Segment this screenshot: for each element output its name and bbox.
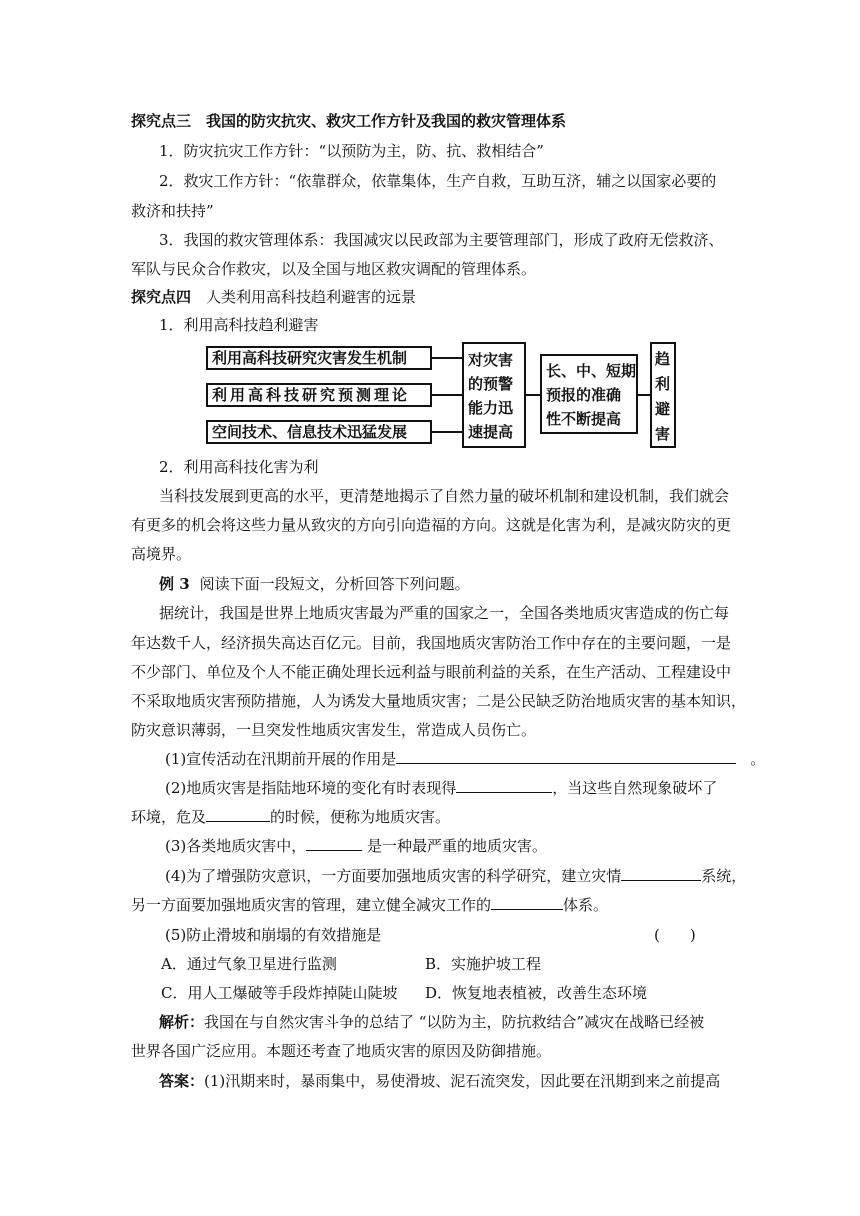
section4-item2: 2．利用高科技化害为利 [159,458,319,476]
example-text-line3: 不少部门、单位及个人不能正确处理长远利益与眼前利益的关系，在生产活动、工程建设中 [131,663,732,681]
q4-text-d: 体系。 [563,896,609,914]
diagram-final-char-2: 利 [655,375,671,393]
connector-line-1 [432,357,462,359]
q4-text-a: (4)为了增强防灾意识，一方面要加强地质灾害的科学研究，建立灾情 [165,867,622,885]
diagram-middle-line-3: 能力迅 [468,399,514,417]
section4-heading-text: 人类利用高科技趋利避害的远景 [206,288,417,306]
q2-text-c: 环境，危及 [131,808,207,826]
q2-text-a: (2)地质灾害是指陆地环境的变化有时表现得 [165,779,457,797]
section3-item2-line2: 救济和扶持” [131,202,214,220]
diagram-right-line-3: 性不断提高 [546,410,622,428]
section3-item2-line1: 2．救灾工作方针：“依靠群众，依靠集体，生产自救，互助互济，辅之以国家必要的 [159,172,717,190]
trend-diagram [206,342,676,448]
section3-item3-line2: 军队与民众合作救灾，以及全国与地区救灾调配的管理体系。 [131,260,537,278]
example-label: 例 3 [159,575,190,593]
q2-text-b: ，当这些自然现象破坏了 [552,779,718,797]
question-2-line2 [131,807,450,827]
diagram-left-box-1: 利用高科技研究灾害发生机制 [206,346,432,370]
q2-text-d: 的时候，便称为地质灾害。 [270,808,451,826]
analysis-text-1: 我国在与自然灾害斗争的总结了 “以防为主，防抗救结合”减灾在战略已经被 [204,1013,705,1031]
example-heading [159,574,470,594]
answer-text-1: (1)汛期来时，暴雨集中，易使滑坡、泥石流突发，因此要在汛期到来之前提高 [204,1072,721,1090]
diagram-middle-line-1: 对灾害 [468,351,514,369]
q4-text-c: 另一方面要加强地质灾害的管理，建立健全减灾工作的 [131,896,492,914]
section3-item3-line1: 3．我国的救灾管理体系：我国减灾以民政部为主要管理部门，形成了政府无偿救济、 [159,231,724,249]
question-2-line1 [165,778,717,798]
section4-para-line3: 高境界。 [131,545,192,563]
q3-text-a: (3)各类地质灾害中， [165,837,307,855]
diagram-final-box [650,342,676,448]
q3-text-b: 是一种最严重的地质灾害。 [362,837,548,855]
example-text-line4: 不采取地质灾害预防措施，人为诱发大量地质灾害；二是公民缺乏防治地质灾害的基本知识， [131,692,747,710]
diagram-final-char-3: 避 [655,400,671,418]
q4-answer-blank-2[interactable] [491,895,563,910]
example-text-line5: 防灾意识薄弱，一旦突发性地质灾害发生，常造成人员伤亡。 [131,721,537,739]
diagram-final-char-4: 害 [655,425,671,443]
q2-answer-blank-1[interactable] [456,778,552,793]
question-1 [165,749,765,769]
section4-para-line1: 当科技发展到更高的水平，更清楚地揭示了自然力量的破坏机制和建设机制，我们就会 [159,487,730,505]
q1-end: 。 [750,750,766,768]
analysis-line1 [159,1012,704,1032]
option-a: A．通过气象卫星进行监测 [161,955,337,973]
connector-line-4 [526,394,540,396]
question-4-line1 [165,866,746,886]
q3-answer-blank[interactable] [306,836,362,851]
section4-item1: 1．利用高科技趋利避害 [159,316,319,334]
diagram-right-line-2: 预报的准确 [546,386,622,404]
q1-answer-blank[interactable] [396,749,736,764]
diagram-middle-line-2: 的预警 [468,375,514,393]
question-5-answer-paren[interactable]: ( ) [654,926,696,944]
diagram-left-box-3: 空间技术、信息技术迅猛发展 [206,420,432,444]
answer-line1 [159,1071,720,1091]
section3-heading: 探究点三 我国的防灾抗灾、救灾工作方针及我国的救灾管理体系 [131,112,567,130]
section4-para-line2: 有更多的机会将这些力量从致灾的方向引向造福的方向。这就是化害为利，是减灾防灾的更 [131,516,732,534]
option-d: D．恢复地表植被，改善生态环境 [425,984,648,1002]
example-text-line1: 据统计，我国是世界上地质灾害最为严重的国家之一，全国各类地质灾害造成的伤亡每 [159,604,730,622]
section4-heading [131,287,416,307]
section4-heading-label: 探究点四 [131,288,192,306]
section3-item1: 1．防灾抗灾工作方针：“以预防为主，防、抗、救相结合” [159,142,544,160]
question-4-line2 [131,895,608,915]
diagram-right-box [540,354,638,434]
connector-line-2 [432,394,462,396]
example-text-line2: 年达数千人，经济损失高达百亿元。目前，我国地质灾害防治工作中存在的主要问题，一是 [131,634,732,652]
question-5: (5)防止滑坡和崩塌的有效措施是 [165,926,382,944]
q4-text-b: 系统， [701,867,747,885]
option-b: B．实施护坡工程 [425,955,542,973]
answer-label: 答案： [159,1072,205,1090]
diagram-final-char-1: 趋 [655,350,671,368]
diagram-middle-line-4: 速提高 [468,423,514,441]
diagram-middle-box [462,342,526,448]
analysis-label: 解析： [159,1013,205,1031]
diagram-right-line-1: 长、中、短期 [546,362,637,380]
diagram-left-box-2: 利用高科技研究预测理论 [206,383,432,407]
analysis-line2: 世界各国广泛应用。本题还考查了地质灾害的原因及防御措施。 [131,1042,552,1060]
connector-line-5 [638,394,650,396]
q2-answer-blank-2[interactable] [206,807,270,822]
connector-line-3 [432,431,462,433]
q4-answer-blank-1[interactable] [621,866,701,881]
question-3 [165,836,547,856]
q1-text: (1)宣传活动在汛期前开展的作用是 [165,750,397,768]
option-c: C．用人工爆破等手段炸掉陡山陡坡 [161,984,398,1002]
example-intro: 阅读下面一段短文，分析回答下列问题。 [199,575,470,593]
